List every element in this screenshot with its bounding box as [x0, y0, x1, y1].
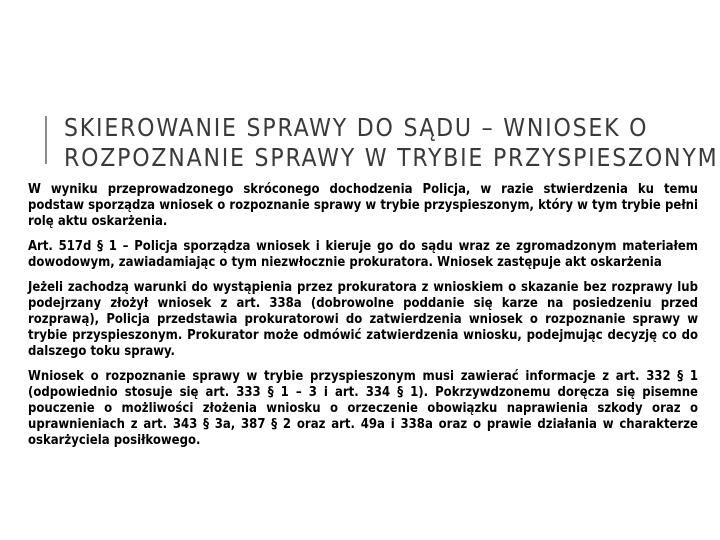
slide-title-line-2: ROZPOZNANIE SPRAWY W TRYBIE PRZYSPIESZONYM: [64, 143, 719, 172]
paragraph-3: Jeżeli zachodzą warunki do wystąpienia przez prokuratora z wnioskiem o skazanie bez rozprawy lub podejrzany złożył wniosek z art. 338a (dobrowolne poddanie się karze na posiedzeniu przed rozprawą), Policja przedstawia prokuratorowi do zatwierdzenia wniosek o rozpoznanie sprawy w trybie przyspieszonym. Prokurator może odmówić zatwierdzenia wniosku, podejmując decyzję co do dalszego toku sprawy.: [28, 280, 698, 359]
title-accent-bar: [45, 116, 47, 164]
slide-title-line-1: SKIEROWANIE SPRAWY DO SĄDU – WNIOSEK O: [64, 113, 649, 142]
paragraph-1: W wyniku przeprowadzonego skróconego dochodzenia Policja, w razie stwierdzenia ku temu podstaw sporządza wniosek o rozpoznanie sprawy w trybie przyspieszonym, który w tym trybie pełni rolę aktu oskarżenia.: [28, 182, 698, 229]
slide-body: [28, 182, 698, 458]
paragraph-4: Wniosek o rozpoznanie sprawy w trybie przyspieszonym musi zawierać informacje z art. 332 § 1 (odpowiednio stosuje się art. 333 § 1 – 3 i art. 334 § 1). Pokrzywdzonemu doręcza się pisemne pouczenie o możliwości złożenia wniosku o orzeczenie obowiązku naprawienia szkody oraz o uprawnieniach z art. 343 § 3a, 387 § 2 oraz art. 49a i 338a oraz o prawie działania w charakterze oskarżyciela posiłkowego.: [28, 369, 698, 448]
slide-title: [64, 113, 719, 173]
paragraph-2: Art. 517d § 1 – Policja sporządza wniosek i kieruje go do sądu wraz ze zgromadzonym materiałem dowodowym, zawiadamiając o tym niezwłocznie prokuratora. Wniosek zastępuje akt oskarżenia: [28, 239, 698, 270]
